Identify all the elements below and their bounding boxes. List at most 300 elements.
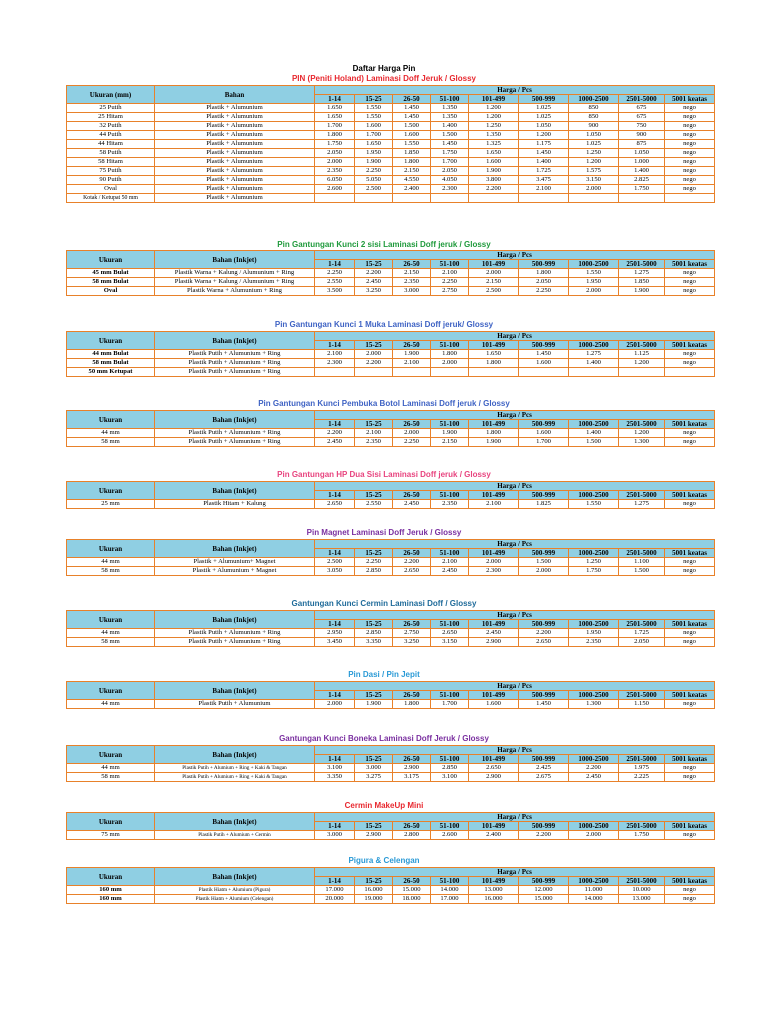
qty-header: 101-499 (469, 260, 519, 269)
price-cell: 1.325 (469, 140, 519, 149)
table-row (67, 638, 715, 647)
qty-header: 15-25 (355, 755, 393, 764)
qty-header: 500-999 (519, 95, 569, 104)
qty-header: 26-50 (393, 691, 431, 700)
qty-header: 1-14 (315, 691, 355, 700)
price-cell: 2.900 (469, 638, 519, 647)
price-cell: 2.000 (431, 359, 469, 368)
price-cell: 2.600 (315, 185, 355, 194)
price-cell: 1.700 (519, 438, 569, 447)
price-cell: 1.000 (619, 158, 665, 167)
qty-header: 26-50 (393, 260, 431, 269)
material-header: Bahan (Inkjet) (155, 868, 315, 886)
header-row (67, 332, 715, 341)
price-cell: 15.000 (393, 886, 431, 895)
price-cell: 1.050 (619, 149, 665, 158)
price-cell: 1.450 (393, 113, 431, 122)
qty-header: 1-14 (315, 877, 355, 886)
price-cell: 16.000 (469, 895, 519, 904)
price-cell: nego (665, 500, 715, 509)
price-cell: 1.300 (619, 438, 665, 447)
material-header: Bahan (Inkjet) (155, 746, 315, 764)
price-cell: 3.100 (315, 764, 355, 773)
price-cell: 2.250 (431, 278, 469, 287)
section-title: Pin Gantungan Kunci 1 Muka Laminasi Doff jeruk/ Glossy (274, 320, 494, 329)
price-cell: 3.000 (355, 764, 393, 773)
qty-header: 5001 keatas (665, 341, 715, 350)
price-cell: 2.050 (431, 167, 469, 176)
price-cell: 3.450 (315, 638, 355, 647)
qty-header: 2501-5000 (619, 755, 665, 764)
qty-header: 5001 keatas (665, 549, 715, 558)
qty-header: 101-499 (469, 877, 519, 886)
price-cell: 16.000 (355, 886, 393, 895)
qty-header: 1000-2500 (569, 877, 619, 886)
price-cell (431, 194, 469, 203)
price-cell: 1.650 (469, 350, 519, 359)
price-cell (619, 194, 665, 203)
price-cell: 2.825 (619, 176, 665, 185)
price-cell: 2.200 (519, 629, 569, 638)
price-cell: 1.250 (569, 149, 619, 158)
price-cell: 1.800 (315, 131, 355, 140)
size-cell: 44 mm (67, 700, 155, 709)
material-cell: Plastik + Alumunium+ Magnet (155, 558, 315, 567)
price-cell: 1.350 (431, 104, 469, 113)
qty-header: 1000-2500 (569, 620, 619, 629)
qty-header: 1000-2500 (569, 341, 619, 350)
price-cell: nego (665, 104, 715, 113)
qty-header: 26-50 (393, 755, 431, 764)
header-row (67, 746, 715, 755)
price-cell: 2.900 (469, 773, 519, 782)
header-row (67, 540, 715, 549)
material-header: Bahan (Inkjet) (155, 813, 315, 831)
price-cell: 1.800 (469, 359, 519, 368)
qty-header: 15-25 (355, 691, 393, 700)
price-cell: 1.275 (619, 500, 665, 509)
price-cell (469, 194, 519, 203)
price-cell: 1.200 (619, 359, 665, 368)
price-cell: 14.000 (569, 895, 619, 904)
material-cell: Plastik Putih + Alumunium (155, 700, 315, 709)
price-cell: 2.100 (519, 185, 569, 194)
size-cell: 58 mm (67, 638, 155, 647)
qty-header: 101-499 (469, 95, 519, 104)
material-cell: Plastik + Alumunium (155, 176, 315, 185)
price-cell: 1.700 (315, 122, 355, 131)
price-cell: 18.000 (393, 895, 431, 904)
price-cell: 2.600 (431, 831, 469, 840)
size-header: Ukuran (67, 682, 155, 700)
price-cell: 1.950 (569, 278, 619, 287)
material-cell: Plastik Hitam + Kalung (155, 500, 315, 509)
price-cell: 1.500 (619, 567, 665, 576)
size-cell: 50 mm Ketupat (67, 368, 155, 377)
price-cell: 20.000 (315, 895, 355, 904)
material-cell: Plastik Hiatm + Alumium (Celengan) (155, 895, 315, 904)
qty-header: 500-999 (519, 691, 569, 700)
material-header: Bahan (155, 86, 315, 104)
header-row (67, 86, 715, 95)
qty-header: 101-499 (469, 691, 519, 700)
table-row (67, 831, 715, 840)
table-row (67, 122, 715, 131)
price-cell: 1.550 (355, 113, 393, 122)
header-row (67, 682, 715, 691)
material-header: Bahan (Inkjet) (155, 411, 315, 429)
qty-header: 15-25 (355, 341, 393, 350)
material-cell: Plastik + Alumunium (155, 131, 315, 140)
price-cell: 1.550 (355, 104, 393, 113)
qty-header: 500-999 (519, 755, 569, 764)
price-cell: 3.150 (569, 176, 619, 185)
price-cell: 3.000 (393, 287, 431, 296)
price-cell: 2.200 (393, 558, 431, 567)
price-cell: 1.600 (393, 131, 431, 140)
price-cell: 1.400 (569, 429, 619, 438)
price-cell: 1.500 (569, 438, 619, 447)
price-cell: 1.175 (519, 140, 569, 149)
price-cell: nego (665, 176, 715, 185)
price-cell: 1.200 (469, 113, 519, 122)
price-cell: 1.450 (393, 104, 431, 113)
price-cell: 13.000 (619, 895, 665, 904)
qty-header: 101-499 (469, 549, 519, 558)
price-cell: 850 (569, 113, 619, 122)
price-cell: 2.450 (315, 438, 355, 447)
material-cell: Plastik Putih + Alumunium + Ring (155, 429, 315, 438)
price-cell: nego (665, 158, 715, 167)
qty-header: 51-100 (431, 341, 469, 350)
material-cell: Plastik + Alumunium (155, 194, 315, 203)
size-cell: 90 Putih (67, 176, 155, 185)
price-cell: 1.100 (619, 558, 665, 567)
price-cell: 2.250 (519, 287, 569, 296)
price-cell: 2.450 (355, 278, 393, 287)
price-cell: nego (665, 113, 715, 122)
qty-header: 500-999 (519, 260, 569, 269)
price-cell: 1.025 (519, 104, 569, 113)
qty-header: 500-999 (519, 491, 569, 500)
price-cell: 1.350 (431, 113, 469, 122)
price-cell: 2.225 (619, 773, 665, 782)
price-cell: 1.800 (469, 429, 519, 438)
qty-header: 5001 keatas (665, 260, 715, 269)
price-cell: 2.900 (355, 831, 393, 840)
section-title: Pigura & Celengan (348, 856, 420, 865)
material-header: Bahan (Inkjet) (155, 682, 315, 700)
price-cell: 1.600 (519, 359, 569, 368)
price-cell: 1.400 (619, 167, 665, 176)
price-cell: 1.650 (355, 140, 393, 149)
price-cell (665, 194, 715, 203)
price-cell: 1.200 (519, 131, 569, 140)
material-header: Bahan (Inkjet) (155, 540, 315, 558)
price-cell: 10.000 (619, 886, 665, 895)
qty-header: 5001 keatas (665, 691, 715, 700)
price-cell: 3.000 (315, 831, 355, 840)
price-cell: 3.275 (355, 773, 393, 782)
material-header: Bahan (Inkjet) (155, 251, 315, 269)
price-cell: 1.800 (519, 269, 569, 278)
price-cell: 1.650 (315, 104, 355, 113)
price-cell: 1.500 (431, 131, 469, 140)
price-cell: 1.600 (469, 158, 519, 167)
price-cell: 2.450 (569, 773, 619, 782)
price-cell: 875 (619, 140, 665, 149)
price-cell: 1.450 (431, 140, 469, 149)
price-cell: 2.675 (519, 773, 569, 782)
price-cell (619, 368, 665, 377)
price-cell: 3.175 (393, 773, 431, 782)
price-cell: 15.000 (519, 895, 569, 904)
table-row (67, 629, 715, 638)
table-row (67, 438, 715, 447)
price-cell: nego (665, 558, 715, 567)
qty-header: 2501-5000 (619, 491, 665, 500)
price-cell: 1.825 (519, 500, 569, 509)
price-table (66, 539, 715, 576)
price-cell: 3.475 (519, 176, 569, 185)
price-cell: 1.600 (355, 122, 393, 131)
price-cell: nego (665, 140, 715, 149)
size-cell: 44 mm (67, 629, 155, 638)
price-cell: 1.950 (355, 149, 393, 158)
table-row (67, 558, 715, 567)
price-cell (431, 368, 469, 377)
material-cell: Plastik Putih + Alumunium + Ring (155, 368, 315, 377)
size-cell: 58 Hitam (67, 158, 155, 167)
price-cell: nego (665, 287, 715, 296)
price-cell: 2.650 (393, 567, 431, 576)
price-cell: 2.200 (315, 429, 355, 438)
qty-header: 2501-5000 (619, 260, 665, 269)
price-cell (393, 194, 431, 203)
price-cell: nego (665, 122, 715, 131)
size-cell: 75 mm (67, 831, 155, 840)
qty-header: 2501-5000 (619, 691, 665, 700)
price-cell: nego (665, 429, 715, 438)
price-cell: 2.350 (315, 167, 355, 176)
price-header: Harga / Pcs (315, 411, 715, 420)
price-cell: 2.050 (315, 149, 355, 158)
price-cell: 1.500 (519, 558, 569, 567)
price-cell: nego (665, 131, 715, 140)
price-cell: 2.350 (431, 500, 469, 509)
size-cell: 25 Hitam (67, 113, 155, 122)
table-row (67, 359, 715, 368)
material-cell: Plastik Putih + Alumium + Ring + Kaki & Tangan (155, 773, 315, 782)
size-header: Ukuran (67, 411, 155, 429)
price-cell: 2.250 (355, 558, 393, 567)
price-cell: nego (665, 269, 715, 278)
price-cell: 1.600 (519, 429, 569, 438)
price-cell: 2.150 (469, 278, 519, 287)
price-cell: 2.000 (469, 269, 519, 278)
qty-header: 500-999 (519, 620, 569, 629)
price-cell: 3.500 (315, 287, 355, 296)
qty-header: 15-25 (355, 877, 393, 886)
price-cell: 3.250 (393, 638, 431, 647)
material-cell: Plastik Putih + Alumunium + Ring (155, 438, 315, 447)
price-cell: 2.200 (469, 185, 519, 194)
qty-header: 1-14 (315, 95, 355, 104)
material-cell: Plastik Putih + Alumunium + Ring (155, 359, 315, 368)
table-row (67, 149, 715, 158)
price-cell: 1.900 (469, 438, 519, 447)
price-cell: 2.000 (355, 350, 393, 359)
price-cell: 3.250 (355, 287, 393, 296)
price-cell (355, 194, 393, 203)
price-cell: 1.750 (315, 140, 355, 149)
material-cell: Plastik + Alumunium + Magnet (155, 567, 315, 576)
table-row (67, 140, 715, 149)
material-cell: Plastik Putih + Alumunium + Ring (155, 350, 315, 359)
price-cell: 1.400 (431, 122, 469, 131)
qty-header: 26-50 (393, 420, 431, 429)
page-title: Daftar Harga Pin (352, 64, 416, 73)
size-cell: 58 mm (67, 438, 155, 447)
price-cell: 1.300 (569, 700, 619, 709)
price-cell: 1.750 (619, 831, 665, 840)
size-header: Ukuran (67, 746, 155, 764)
size-cell: 160 mm (67, 886, 155, 895)
price-cell: 1.200 (619, 429, 665, 438)
price-cell (569, 194, 619, 203)
price-cell: 2.100 (431, 269, 469, 278)
size-cell: 58 mm (67, 773, 155, 782)
material-cell: Plastik Putih + Alumunium + Ring (155, 638, 315, 647)
price-cell: nego (665, 278, 715, 287)
table-row (67, 764, 715, 773)
price-cell: 1.050 (519, 122, 569, 131)
price-cell: 1.400 (569, 359, 619, 368)
price-cell: 1.850 (619, 278, 665, 287)
material-cell: Plastik + Alumunium (155, 104, 315, 113)
price-cell: 1.275 (619, 269, 665, 278)
price-header: Harga / Pcs (315, 332, 715, 341)
price-cell: 2.500 (355, 185, 393, 194)
qty-header: 26-50 (393, 549, 431, 558)
material-cell: Plastik + Alumunium (155, 185, 315, 194)
size-header: Ukuran (67, 251, 155, 269)
section-title: Pin Gantungan Kunci Pembuka Botol Laminasi Doff jeruk / Glossy (258, 399, 510, 408)
price-cell: 1.450 (519, 350, 569, 359)
size-header: Ukuran (67, 332, 155, 350)
price-cell: 1.900 (355, 158, 393, 167)
header-row (67, 813, 715, 822)
price-cell: 1.200 (569, 158, 619, 167)
table-row (67, 287, 715, 296)
price-cell: 4.550 (393, 176, 431, 185)
price-cell: 2.000 (569, 287, 619, 296)
price-header: Harga / Pcs (315, 682, 715, 691)
size-cell: 58 mm Bulat (67, 359, 155, 368)
price-cell: 2.800 (393, 831, 431, 840)
price-header: Harga / Pcs (315, 482, 715, 491)
qty-header: 1-14 (315, 755, 355, 764)
table-row (67, 269, 715, 278)
table-row (67, 104, 715, 113)
section-title: Pin Gantungan HP Dua Sisi Laminasi Doff jeruk / Glossy (277, 470, 491, 479)
qty-header: 500-999 (519, 822, 569, 831)
size-cell: 58 mm Bulat (67, 278, 155, 287)
price-cell: 1.700 (431, 158, 469, 167)
price-cell: 1.575 (569, 167, 619, 176)
table-row (67, 886, 715, 895)
section-title: Gantungan Kunci Boneka Laminasi Doff Jeruk / Glossy (279, 734, 489, 743)
price-cell (315, 368, 355, 377)
qty-header: 5001 keatas (665, 491, 715, 500)
size-cell: Oval (67, 185, 155, 194)
price-cell: nego (665, 629, 715, 638)
price-cell: 2.450 (393, 500, 431, 509)
material-header: Bahan (Inkjet) (155, 611, 315, 629)
material-cell: Plastik + Alumunium (155, 167, 315, 176)
table-row (67, 194, 715, 203)
size-header: Ukuran (mm) (67, 86, 155, 104)
price-cell: 1.975 (619, 764, 665, 773)
price-cell: 17.000 (431, 895, 469, 904)
price-cell: 1.725 (519, 167, 569, 176)
price-header: Harga / Pcs (315, 251, 715, 260)
price-cell: nego (665, 185, 715, 194)
price-cell: 1.200 (469, 104, 519, 113)
price-cell: 2.150 (431, 438, 469, 447)
price-cell: 2.000 (315, 158, 355, 167)
qty-header: 1-14 (315, 822, 355, 831)
price-cell: 2.400 (469, 831, 519, 840)
price-table (66, 331, 715, 377)
qty-header: 2501-5000 (619, 549, 665, 558)
size-cell: 44 mm (67, 429, 155, 438)
price-cell: 2.450 (431, 567, 469, 576)
header-row (67, 482, 715, 491)
price-cell: 1.600 (469, 700, 519, 709)
price-cell: 2.100 (469, 500, 519, 509)
price-cell: 1.650 (315, 113, 355, 122)
qty-header: 1-14 (315, 549, 355, 558)
header-row (67, 251, 715, 260)
header-row (67, 868, 715, 877)
material-cell: Plastik + Alumunium (155, 149, 315, 158)
qty-header: 26-50 (393, 620, 431, 629)
section-title: Pin Gantungan Kunci 2 sisi Laminasi Doff jeruk / Glossy (277, 240, 491, 249)
price-cell: 1.250 (469, 122, 519, 131)
section-title: Pin Magnet Laminasi Doff Jeruk / Glossy (306, 528, 462, 537)
size-cell: 25 mm (67, 500, 155, 509)
qty-header: 5001 keatas (665, 755, 715, 764)
size-cell: 32 Putih (67, 122, 155, 131)
qty-header: 51-100 (431, 549, 469, 558)
price-cell (519, 368, 569, 377)
price-cell: 3.800 (469, 176, 519, 185)
qty-header: 1000-2500 (569, 822, 619, 831)
price-cell: 675 (619, 113, 665, 122)
price-table (66, 610, 715, 647)
price-cell: 5.050 (355, 176, 393, 185)
header-row (67, 611, 715, 620)
qty-header: 500-999 (519, 341, 569, 350)
price-cell: 1.400 (519, 158, 569, 167)
size-header: Ukuran (67, 868, 155, 886)
price-header: Harga / Pcs (315, 86, 715, 95)
price-cell: 12.000 (519, 886, 569, 895)
size-header: Ukuran (67, 482, 155, 500)
qty-header: 51-100 (431, 420, 469, 429)
qty-header: 2501-5000 (619, 95, 665, 104)
